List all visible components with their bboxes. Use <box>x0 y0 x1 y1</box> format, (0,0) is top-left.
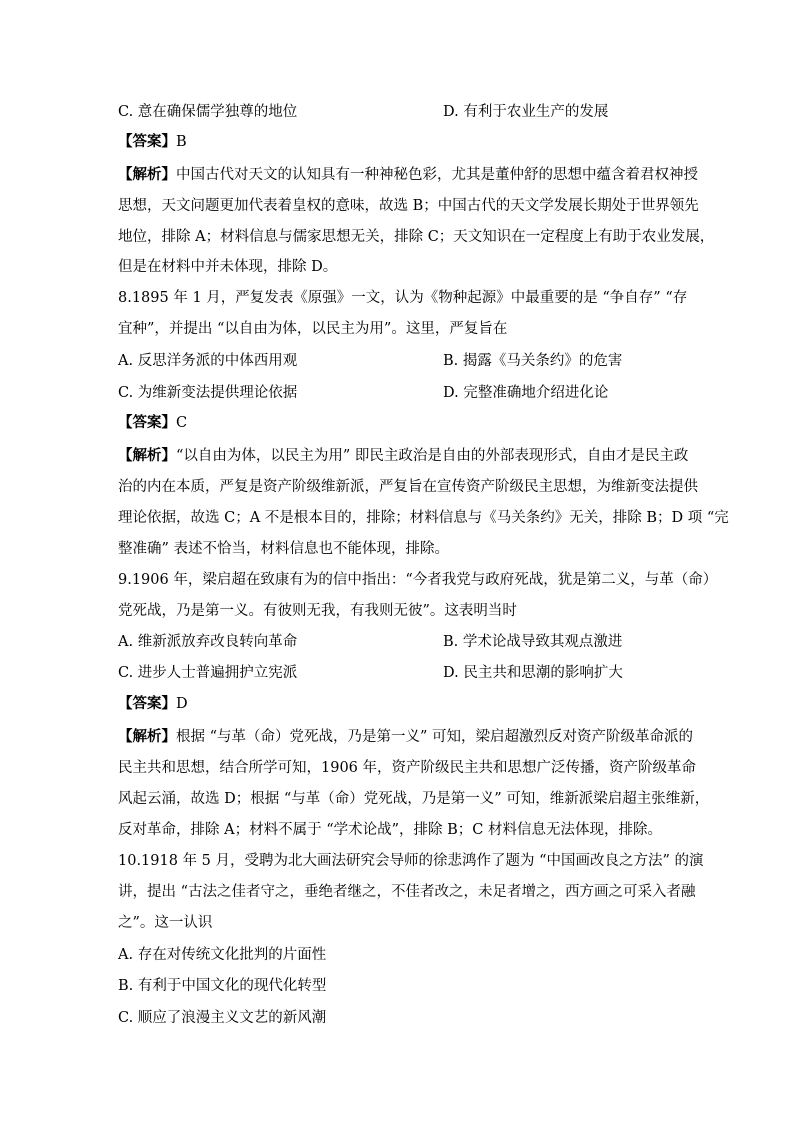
q9-option-a: A. 维新派放弃改良转向革命 <box>118 634 298 650</box>
q9-analysis-line-1 <box>118 726 693 748</box>
q10-stem-line-3: 之”。这一认识 <box>118 915 213 931</box>
q8-answer <box>118 412 187 434</box>
analysis-text: “以自由为体，以民主为用” 即民主政治是自由的外部表现形式，自由才是民主政 <box>176 448 689 464</box>
q7-option-c: C. 意在确保儒学独尊的地位 <box>118 104 298 120</box>
q7-analysis-line-2: 思想，天文问题更加代表着皇权的意味，故选 B；中国古代的天文学发展长期处于世界领先 <box>118 198 699 214</box>
q7-analysis-line-3: 地位，排除 A；材料信息与儒家思想无关，排除 C；天文知识在一定程度上有助于农业发展， <box>118 229 715 245</box>
q9-analysis-line-2: 民主共和思想，结合所学可知，1906 年，资产阶级民主共和思想广泛传播，资产阶级革命 <box>118 760 697 776</box>
q8-stem-line-1: 8.1895 年 1 月，严复发表《原强》一文，认为《物种起源》中最重要的是 “争自存” “存 <box>118 290 688 306</box>
q7-option-d: D. 有利于农业生产的发展 <box>443 104 609 120</box>
q7-analysis-line-1 <box>118 164 698 186</box>
analysis-label: 【解析】 <box>118 728 176 745</box>
q8-stem-line-2: 宜种”，并提出 “以自由为体，以民主为用”。这里，严复旨在 <box>118 321 508 337</box>
q8-option-c: C. 为维新变法提供理论依据 <box>118 385 298 401</box>
q7-answer <box>118 131 187 153</box>
q9-answer <box>118 693 188 715</box>
answer-label: 【答案】 <box>118 414 176 431</box>
analysis-text: 中国古代对天文的认知具有一种神秘色彩，尤其是董仲舒的思想中蕴含着君权神授 <box>176 167 698 183</box>
q10-option-a: A. 存在对传统文化批判的片面性 <box>118 947 327 963</box>
analysis-label: 【解析】 <box>118 447 176 464</box>
answer-value: C <box>176 415 188 431</box>
q8-analysis-line-3: 理论依据，故选 C；A 不是根本目的，排除；材料信息与《马关条约》无关，排除 B；D 项 “完 <box>118 510 729 526</box>
answer-label: 【答案】 <box>118 695 176 712</box>
answer-value: B <box>176 134 187 150</box>
q8-option-a: A. 反思洋务派的中体西用观 <box>118 353 298 369</box>
q10-option-c: C. 顺应了浪漫主义文艺的新风潮 <box>118 1010 327 1026</box>
q8-option-d: D. 完整准确地介绍进化论 <box>443 385 609 401</box>
q8-analysis-line-2: 治的内在本质，严复是资产阶级维新派，严复旨在宣传资产阶级民主思想，为维新变法提供 <box>118 479 698 495</box>
q8-option-b: B. 揭露《马关条约》的危害 <box>443 353 623 369</box>
q8-analysis-line-1 <box>118 445 688 467</box>
q8-analysis-line-4: 整准确” 表述不恰当，材料信息也不能体现，排除。 <box>118 541 450 557</box>
q9-stem-line-1: 9.1906 年，梁启超在致康有为的信中指出：“今者我党与政府死战，犹是第二义，与革（命） <box>118 572 718 588</box>
q9-stem-line-2: 党死战，乃是第一义。有彼则无我，有我则无彼”。这表明当时 <box>118 603 517 619</box>
analysis-label: 【解析】 <box>118 166 176 183</box>
answer-value: D <box>176 696 188 712</box>
q10-stem-line-2: 讲，提出 “古法之佳者守之，垂绝者继之，不佳者改之，未足者增之，西方画之可采入者融 <box>118 884 696 900</box>
q9-option-b: B. 学术论战导致其观点激进 <box>443 634 623 650</box>
analysis-text: 根据 “与革（命）党死战，乃是第一义” 可知，梁启超激烈反对资产阶级革命派的 <box>176 729 694 745</box>
q10-option-b: B. 有利于中国文化的现代化转型 <box>118 978 327 994</box>
q9-option-d: D. 民主共和思潮的影响扩大 <box>443 665 623 681</box>
q10-stem-line-1: 10.1918 年 5 月，受聘为北大画法研究会导师的徐悲鸿作了题为 “中国画改良之方法” 的演 <box>118 853 704 869</box>
q7-analysis-line-4: 但是在材料中并未体现，排除 D。 <box>118 259 338 275</box>
answer-label: 【答案】 <box>118 133 176 150</box>
q9-analysis-line-3: 风起云涌，故选 D；根据 “与革（命）党死战，乃是第一义” 可知，维新派梁启超主张维新， <box>118 791 710 807</box>
q9-analysis-line-4: 反对革命，排除 A；材料不属于 “学术论战”，排除 B；C 材料信息无法体现，排除。 <box>118 822 662 838</box>
q9-option-c: C. 进步人士普遍拥护立宪派 <box>118 665 298 681</box>
